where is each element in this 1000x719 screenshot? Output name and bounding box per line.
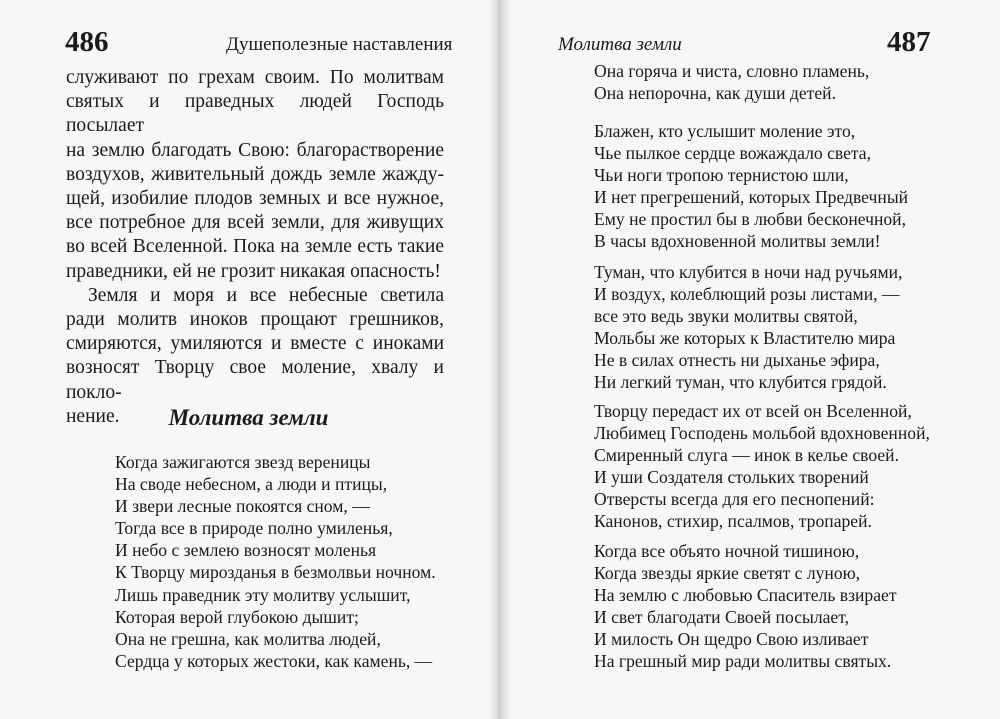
verse-line: Которая верой глубокою дышит;: [115, 607, 359, 627]
verse-line: Ему не простил бы в любви бесконечной,: [594, 209, 906, 229]
verse-line: И звери лесные покоятся сном, —: [115, 496, 370, 516]
stanza: [594, 60, 869, 104]
prose-line: нение.: [66, 405, 120, 427]
verse-line: Канонов, стихир, псалмов, тропарей.: [594, 511, 872, 531]
verse-line: Она не грешна, как молитва людей,: [115, 629, 381, 649]
verse-line: Любимец Господень мольбой вдохновенной,: [594, 423, 930, 443]
verse-line: И свет благодати Своей посылает,: [594, 607, 849, 627]
verse-line: Отверсты всегда для его песнопений:: [594, 489, 875, 509]
verse-line: Она горяча и чиста, словно пламень,: [594, 61, 870, 81]
page-number: 487: [887, 26, 931, 58]
verse-line: Творцу передаст их от всей он Вселенной,: [594, 401, 912, 421]
verse-line: Чьи ноги тропою тернистою шли,: [594, 165, 849, 185]
stanza: [594, 261, 902, 393]
prose-line: во всей Вселенной. Пока на земле есть такие: [66, 236, 444, 258]
verse-line: В часы вдохновенной молитвы земли!: [594, 231, 881, 251]
prose-line: на землю благодать Свою: благорастворение: [66, 139, 444, 161]
prose-line: возносят Творцу свое моление, хвалу и покло-: [66, 357, 444, 403]
prose-line: воздухов, живительный дождь земле жажду-: [66, 163, 444, 185]
prose-line: смиряются, умиляются и вместе с иноками: [66, 333, 444, 355]
verse-line: Лишь праведник эту молитву услышит,: [115, 585, 411, 605]
verse-line: Когда все объято ночной тишиною,: [594, 541, 860, 561]
verse-line: И уши Создателя стольких творений: [594, 467, 869, 487]
stanza: [594, 400, 930, 532]
stanza: [115, 451, 436, 583]
verse-line: И воздух, колеблющий розы листами, —: [594, 284, 900, 304]
prose-line: ради молитв иноков прощают грешников,: [66, 309, 444, 331]
verse-line: Смиренный слуга — инок в келье своей.: [594, 445, 899, 465]
verse-line: Когда звезды яркие светят с луною,: [594, 563, 861, 583]
verse-line: Ни легкий туман, что клубится грядой.: [594, 372, 887, 392]
right-page: [500, 0, 1000, 719]
running-head: Душеполезные наставления: [226, 34, 453, 55]
verse-line: Тогда все в природе полно умиленья,: [115, 518, 393, 538]
verse-line: Она непорочна, как души детей.: [594, 83, 836, 103]
verse-line: К Творцу мирозданья в безмолвьи ночном.: [115, 562, 436, 582]
verse-line: И нет прегрешений, которых Предвечный: [594, 187, 909, 207]
prose-line: служивают по грехам своим. По молитвам: [66, 67, 444, 88]
prose-line: Земля и моря и все небесные светила: [88, 284, 444, 306]
page-number: 486: [65, 26, 109, 58]
verse-line: На грешный мир ради молитвы святых.: [594, 651, 892, 671]
stanza: [594, 120, 908, 252]
verse-line: И милость Он щедро Свою изливает: [594, 629, 869, 649]
poem-title: Молитва земли: [168, 405, 329, 430]
prose-line: щей, изобилие плодов земных и все нужное,: [66, 188, 444, 210]
verse-line: все это ведь звуки молитвы святой,: [594, 306, 858, 326]
verse-line: Блажен, кто услышит моление это,: [594, 121, 856, 141]
verse-line: Чье пылкое сердце вожаждало света,: [594, 143, 872, 163]
verse-line: Мольбы же которых к Властителю мира: [594, 328, 896, 348]
prose-line: праведники, ей не грозит никакая опасность!: [66, 260, 441, 282]
verse-line: Туман, что клубится в ночи над ручьями,: [594, 262, 903, 282]
left-page: [0, 0, 497, 719]
verse-line: Не в силах отнесть ни дыханье эфира,: [594, 350, 880, 370]
verse-line: На землю с любовью Спаситель взирает: [594, 585, 897, 605]
verse-line: И небо с землею возносят моленья: [115, 540, 377, 560]
stanza: [594, 540, 897, 672]
prose-line: все потребное для всей земли, для живущих: [66, 212, 444, 234]
stanza: [115, 584, 432, 672]
verse-line: На своде небесном, а люди и птицы,: [115, 474, 388, 494]
running-head: Молитва земли: [558, 34, 682, 55]
prose-block: [66, 66, 444, 429]
verse-line: Сердца у которых жестоки, как камень, —: [115, 651, 433, 671]
prose-line: святых и праведных людей Господь посылает: [66, 91, 444, 137]
verse-line: Когда зажигаются звезд вереницы: [115, 452, 371, 472]
